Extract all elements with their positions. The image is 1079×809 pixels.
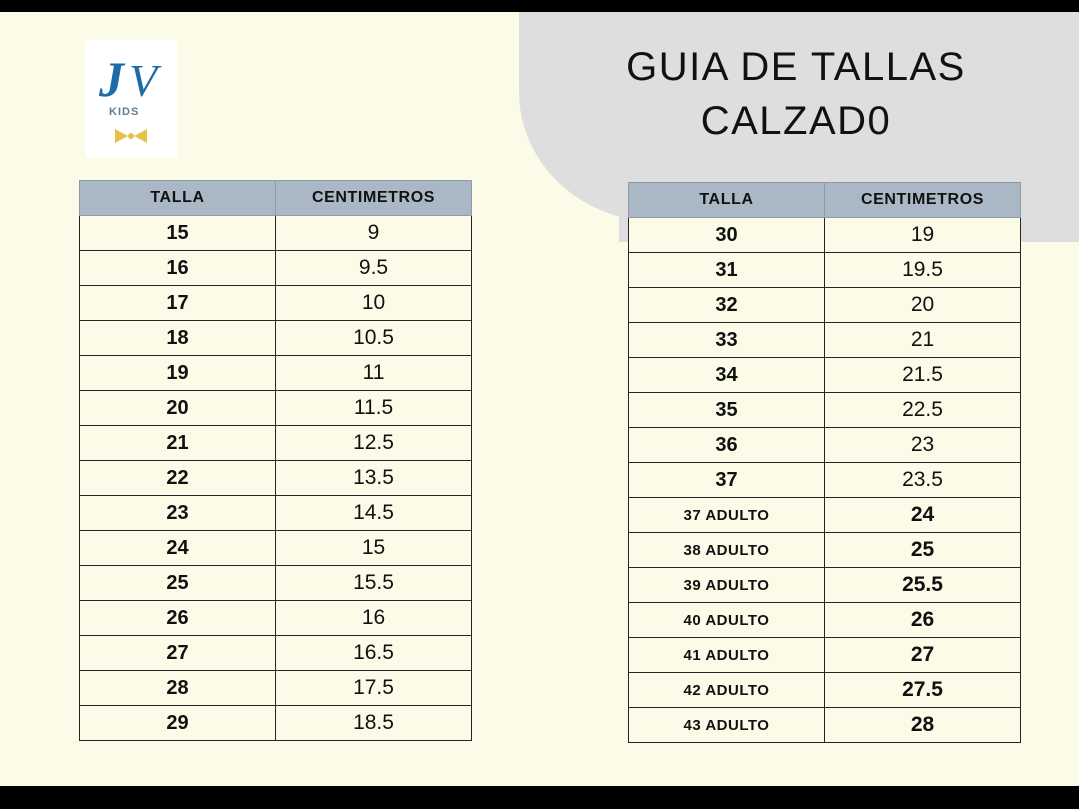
cell-talla: 28 (80, 671, 276, 706)
cell-centimetros: 9.5 (276, 251, 472, 286)
cell-talla: 33 (629, 323, 825, 358)
table-row (629, 708, 1021, 743)
table-row (629, 568, 1021, 603)
cell-centimetros: 13.5 (276, 461, 472, 496)
size-table-youth-adult (628, 182, 1021, 743)
table-row (629, 218, 1021, 253)
cell-centimetros: 21 (825, 323, 1021, 358)
table-row (80, 496, 472, 531)
cell-talla: 15 (80, 216, 276, 251)
cell-centimetros: 11.5 (276, 391, 472, 426)
cell-talla: 19 (80, 356, 276, 391)
column-header-centimetros: CENTIMETROS (825, 183, 1021, 218)
page-title-line-2: CALZAD0 (700, 99, 892, 143)
cell-centimetros: 25 (825, 533, 1021, 568)
cell-centimetros: 16.5 (276, 636, 472, 671)
cell-talla: 40 ADULTO (629, 603, 825, 638)
table-row (80, 356, 472, 391)
cell-centimetros: 17.5 (276, 671, 472, 706)
cell-talla: 25 (80, 566, 276, 601)
cell-talla: 27 (80, 636, 276, 671)
column-header-centimetros: CENTIMETROS (276, 181, 472, 216)
table-row (629, 533, 1021, 568)
bow-icon (113, 126, 149, 146)
cell-centimetros: 19 (825, 218, 1021, 253)
cell-centimetros: 16 (276, 601, 472, 636)
page-title (551, 40, 1041, 148)
cell-centimetros: 28 (825, 708, 1021, 743)
cell-centimetros: 9 (276, 216, 472, 251)
cell-centimetros: 10 (276, 286, 472, 321)
cell-talla: 29 (80, 706, 276, 741)
cell-centimetros: 10.5 (276, 321, 472, 356)
table-row (629, 463, 1021, 498)
cell-centimetros: 27.5 (825, 673, 1021, 708)
cell-centimetros: 12.5 (276, 426, 472, 461)
table-row (629, 358, 1021, 393)
cell-centimetros: 24 (825, 498, 1021, 533)
cell-centimetros: 15 (276, 531, 472, 566)
cell-centimetros: 23 (825, 428, 1021, 463)
cell-talla: 22 (80, 461, 276, 496)
cell-talla: 16 (80, 251, 276, 286)
logo-letter-v: V (129, 55, 158, 106)
cell-talla: 36 (629, 428, 825, 463)
column-header-talla: TALLA (80, 181, 276, 216)
cell-talla: 26 (80, 601, 276, 636)
table-row (80, 321, 472, 356)
cell-centimetros: 21.5 (825, 358, 1021, 393)
cell-talla: 34 (629, 358, 825, 393)
cell-centimetros: 27 (825, 638, 1021, 673)
table-row (80, 566, 472, 601)
cell-centimetros: 11 (276, 356, 472, 391)
table-row (629, 288, 1021, 323)
table-row (80, 426, 472, 461)
table-row (80, 706, 472, 741)
cell-talla: 21 (80, 426, 276, 461)
cell-talla: 31 (629, 253, 825, 288)
cell-talla: 38 ADULTO (629, 533, 825, 568)
cell-talla: 39 ADULTO (629, 568, 825, 603)
cell-centimetros: 25.5 (825, 568, 1021, 603)
bottom-letterbox-bar (0, 786, 1079, 809)
logo-letter-j: J (99, 51, 124, 107)
table-row (80, 286, 472, 321)
cell-centimetros: 23.5 (825, 463, 1021, 498)
cell-centimetros: 15.5 (276, 566, 472, 601)
table-row (629, 673, 1021, 708)
logo-subtitle: KIDS (109, 106, 140, 118)
cell-talla: 30 (629, 218, 825, 253)
cell-centimetros: 19.5 (825, 253, 1021, 288)
cell-talla: 18 (80, 321, 276, 356)
cell-talla: 20 (80, 391, 276, 426)
table-row (629, 253, 1021, 288)
cell-talla: 32 (629, 288, 825, 323)
table-row (80, 391, 472, 426)
table-row (629, 428, 1021, 463)
cell-centimetros: 22.5 (825, 393, 1021, 428)
table-row (80, 531, 472, 566)
cell-talla: 17 (80, 286, 276, 321)
table-row (80, 251, 472, 286)
cell-centimetros: 14.5 (276, 496, 472, 531)
cell-talla: 41 ADULTO (629, 638, 825, 673)
cell-talla: 35 (629, 393, 825, 428)
cell-centimetros: 18.5 (276, 706, 472, 741)
table-header-row (629, 183, 1021, 218)
table-row (629, 638, 1021, 673)
table-header-row (80, 181, 472, 216)
poster-canvas (0, 12, 1079, 786)
brand-logo (85, 40, 177, 158)
column-header-talla: TALLA (629, 183, 825, 218)
table-row (629, 603, 1021, 638)
size-table-kids (79, 180, 472, 741)
table-row (80, 636, 472, 671)
table-row (80, 461, 472, 496)
cell-centimetros: 20 (825, 288, 1021, 323)
table-row (80, 216, 472, 251)
page-title-line-1: GUIA DE TALLAS (626, 45, 966, 89)
cell-centimetros: 26 (825, 603, 1021, 638)
cell-talla: 43 ADULTO (629, 708, 825, 743)
cell-talla: 37 (629, 463, 825, 498)
table-row (629, 393, 1021, 428)
cell-talla: 42 ADULTO (629, 673, 825, 708)
table-row (629, 323, 1021, 358)
table-row (80, 671, 472, 706)
cell-talla: 37 ADULTO (629, 498, 825, 533)
cell-talla: 23 (80, 496, 276, 531)
table-row (629, 498, 1021, 533)
table-row (80, 601, 472, 636)
cell-talla: 24 (80, 531, 276, 566)
top-letterbox-bar (0, 0, 1079, 12)
